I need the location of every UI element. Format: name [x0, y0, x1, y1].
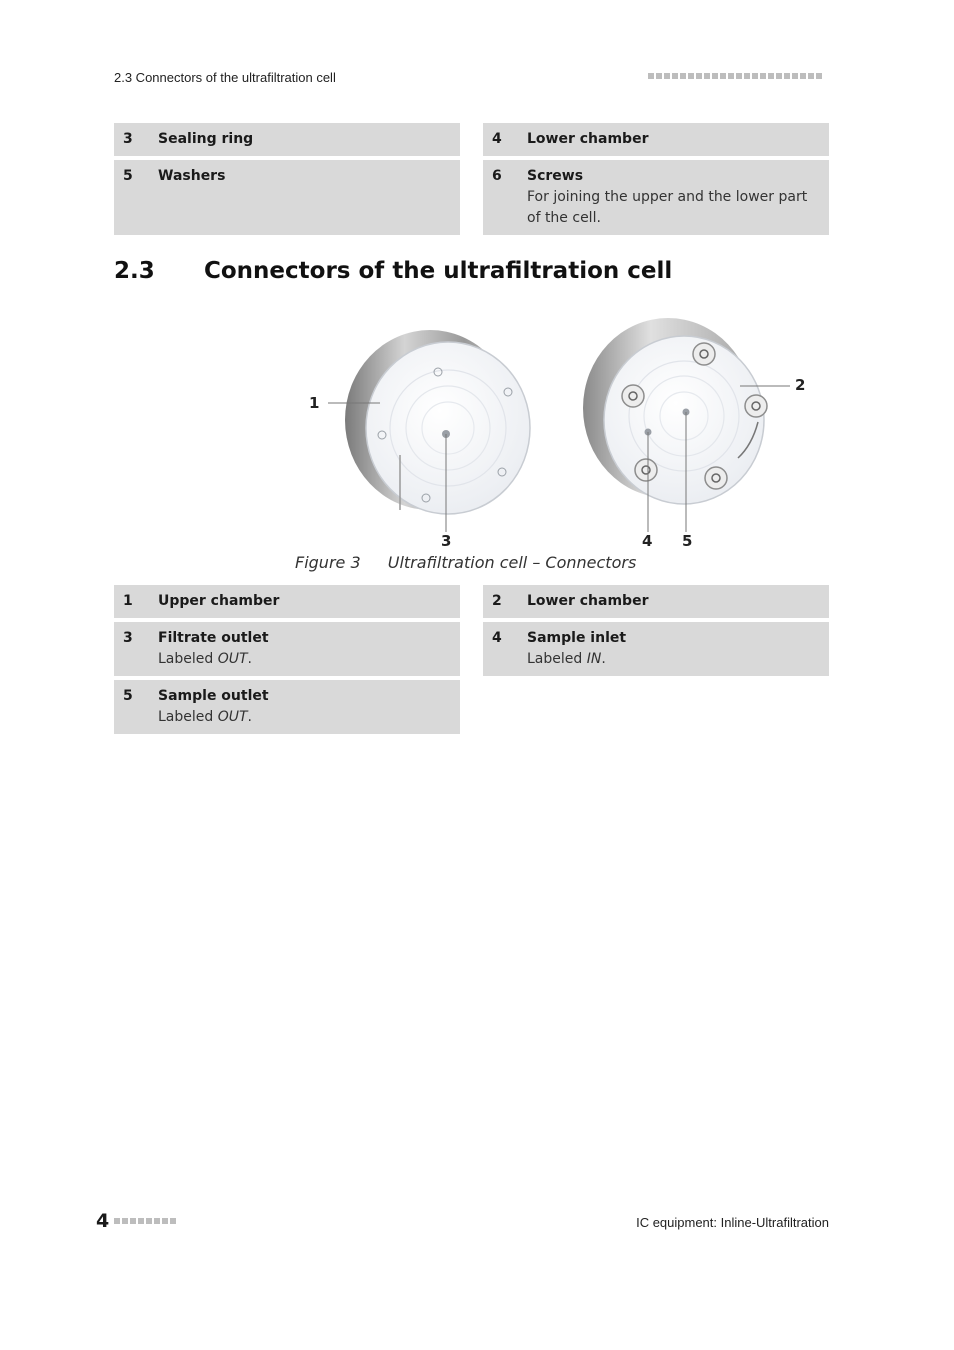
legend-item — [483, 160, 829, 235]
figure-caption — [295, 553, 636, 572]
legend-title: Lower chamber — [527, 131, 649, 147]
header-decoration-dots — [648, 73, 822, 79]
callout-4: 4 — [642, 532, 653, 550]
callout-1: 1 — [309, 394, 320, 412]
legend-title: Lower chamber — [527, 593, 649, 609]
document-title: IC equipment: Inline-Ultrafiltration — [636, 1215, 829, 1230]
callout-3: 3 — [441, 532, 452, 550]
callout-2: 2 — [795, 376, 806, 394]
desc-label: OUT — [217, 709, 248, 725]
legend-number: 3 — [123, 131, 133, 147]
legend-number: 3 — [123, 630, 133, 646]
running-head: 2.3 Connectors of the ultrafiltration cell — [114, 70, 336, 85]
connectors-legend — [114, 585, 829, 734]
desc-suffix: . — [247, 651, 252, 667]
legend-item — [483, 123, 829, 156]
section-title: Connectors of the ultrafiltration cell — [204, 258, 673, 284]
legend-number: 4 — [492, 630, 502, 646]
legend-item — [483, 622, 829, 676]
callout-5: 5 — [682, 532, 693, 550]
legend-description: For joining the upper and the lower part of the cell. — [527, 189, 808, 226]
desc-suffix: . — [601, 651, 606, 667]
figure-caption-text: Ultrafiltration cell – Connectors — [387, 553, 637, 572]
legend-item — [114, 622, 460, 676]
legend-number: 2 — [492, 593, 502, 609]
page-number: 4 — [96, 1210, 110, 1232]
legend-number: 4 — [492, 131, 502, 147]
legend-title: Screws — [527, 168, 584, 184]
legend-number: 5 — [123, 168, 133, 184]
section-heading — [114, 258, 672, 284]
desc-prefix: Labeled — [158, 709, 218, 725]
legend-item — [114, 585, 460, 618]
legend-title: Washers — [158, 168, 226, 184]
ultrafiltration-cell-figure — [290, 310, 830, 550]
legend-number: 6 — [492, 168, 502, 184]
desc-label: IN — [586, 651, 602, 667]
legend-item — [483, 585, 829, 618]
desc-label: OUT — [217, 651, 248, 667]
figure-label: Figure 3 — [295, 553, 361, 572]
legend-number: 1 — [123, 593, 133, 609]
right-cell-drawing — [583, 318, 790, 532]
legend-title: Sample inlet — [527, 630, 627, 646]
legend-item — [114, 680, 460, 734]
legend-number: 5 — [123, 688, 133, 704]
legend-description — [158, 649, 450, 670]
desc-prefix: Labeled — [158, 651, 218, 667]
legend-title: Upper chamber — [158, 593, 280, 609]
legend-description — [158, 707, 450, 728]
legend-item — [114, 123, 460, 156]
section-number: 2.3 — [114, 258, 155, 284]
desc-prefix: Labeled — [527, 651, 587, 667]
desc-suffix: . — [247, 709, 252, 725]
legend-title: Sealing ring — [158, 131, 254, 147]
parts-legend — [114, 123, 829, 235]
legend-title: Sample outlet — [158, 688, 269, 704]
legend-description — [527, 649, 819, 670]
legend-item — [114, 160, 460, 235]
legend-empty-slot — [483, 680, 829, 734]
footer-decoration-dots — [114, 1218, 176, 1224]
left-cell-drawing — [328, 330, 530, 532]
legend-title: Filtrate outlet — [158, 630, 269, 646]
cell-illustration — [290, 310, 830, 550]
